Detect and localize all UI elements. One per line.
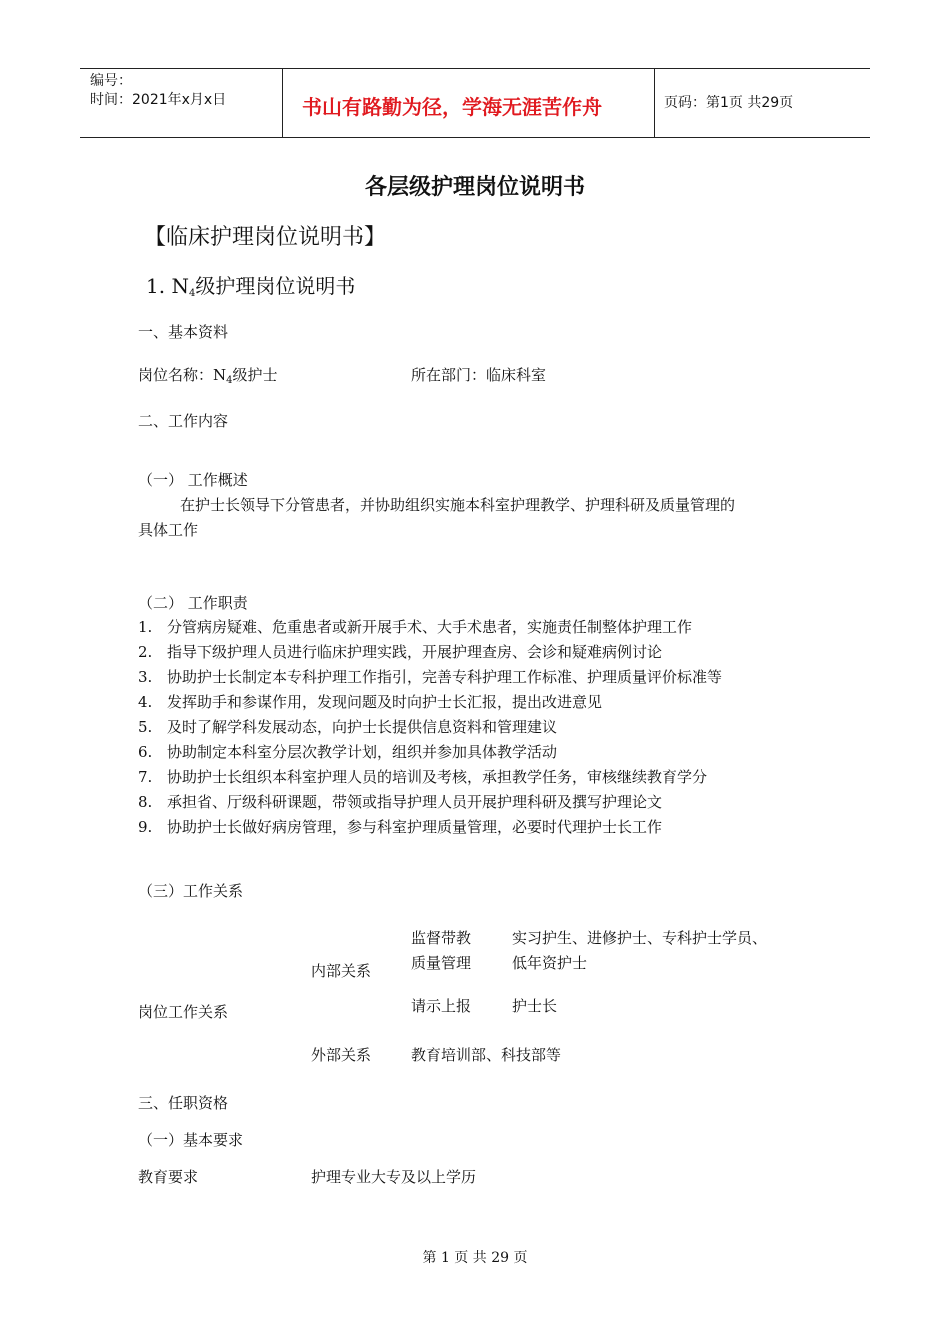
work-content-heading: 二、工作内容: [138, 412, 229, 430]
report-value: 护士长: [512, 997, 558, 1015]
overview-line-2: 具体工作: [138, 521, 199, 539]
education-value: 护理专业大专及以上学历: [311, 1168, 477, 1186]
basic-info-heading: 一、基本资料: [138, 323, 229, 341]
header-page-info: 页码：第1页 共29页: [664, 95, 794, 111]
supervise-value-1: 实习护生、进修护士、专科护士学员、: [512, 929, 768, 947]
basic-requirements-heading: （一）基本要求: [138, 1131, 244, 1149]
supervise-value-2: 低年资护士: [512, 954, 588, 972]
subsection-heading: 1. N4级护理岗位说明书: [146, 274, 356, 299]
overview-line-1: 在护士长领导下分管患者，并协助组织实施本科室护理教学、护理科研及质量管理的: [180, 496, 736, 514]
header-motto: 书山有路勤为径，学海无涯苦作舟: [302, 95, 602, 119]
relations-label: 岗位工作关系: [138, 1003, 229, 1021]
page-footer: 第 1 页 共 29 页: [422, 1250, 528, 1266]
section-heading: 【临床护理岗位说明书】: [144, 225, 387, 250]
position-name: 岗位名称：$N_4$级护士: [138, 366, 278, 386]
header-table: [80, 68, 870, 138]
department: 所在部门：临床科室: [411, 366, 547, 384]
external-relations-value: 教育培训部、科技部等: [411, 1046, 562, 1064]
header-divider: [654, 69, 655, 137]
overview-heading: （一） 工作概述: [138, 471, 248, 489]
header-divider: [282, 69, 283, 137]
external-relations-label: 外部关系: [311, 1046, 372, 1064]
supervise-label-2: 质量管理: [411, 954, 472, 972]
report-label: 请示上报: [411, 997, 472, 1015]
header-number-label: 编号：: [90, 73, 132, 89]
duties-heading: （二） 工作职责: [138, 594, 248, 612]
supervise-label-1: 监督带教: [411, 929, 472, 947]
relations-heading: （三）工作关系: [138, 882, 244, 900]
internal-relations-label: 内部关系: [311, 962, 372, 980]
header-time-label: 时间：2021年x月x日: [90, 92, 227, 108]
qualifications-heading: 三、任职资格: [138, 1094, 229, 1112]
duties-list: 1. 分管病房疑难、危重患者或新开展手术、大手术患者，实施责任制整体护理工作 2. 指导下级护理人员进行临床护理实践，开展护理查房、会诊和疑难病例讨论 3. 协助护士长制定本专科护理工作指引，完善专科护理工作标准、护理质量评价标准等 4. 发挥助手和参谋作用，发现问题及时向护士长汇报，提出改进意见 5. 及时了解学科发展动态，向护士长提供信息资料和管理建议 6. 协助制定本科室分层次教学计划，组织并参加具体教学活动 7. 协助护士长组织本科室护理人员的培训及考核，承担教学任务，审核继续教育学分 8. 承担省、厅级科研课题，带领或指导护理人员开展护理科研及撰写护理论文 9. 协助护士长做好病房管理，参与科室护理质量管理，必要时代理护士长工作: [138, 618, 723, 836]
education-label: 教育要求: [138, 1168, 199, 1186]
document-title: 各层级护理岗位说明书: [364, 175, 585, 200]
